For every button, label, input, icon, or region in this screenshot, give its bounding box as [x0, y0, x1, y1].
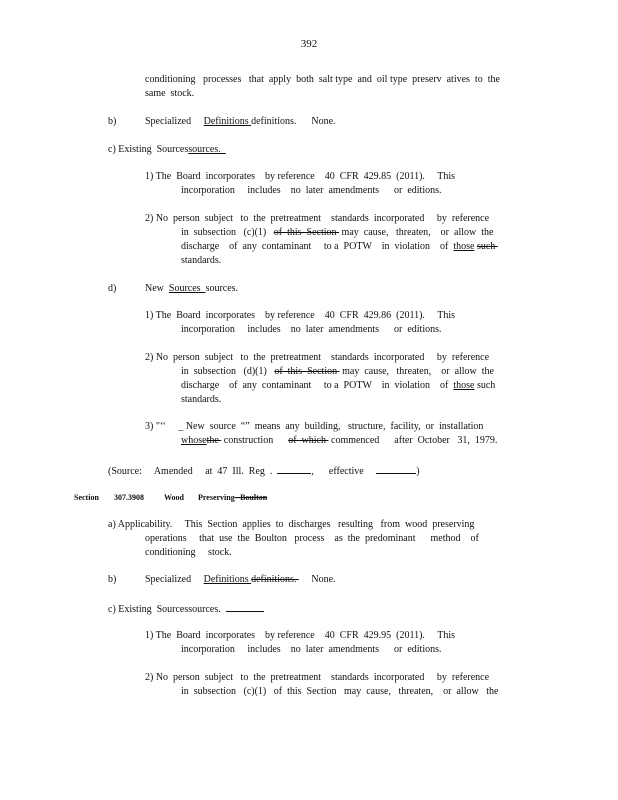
d1-line-2: incorporation includes no later amendments or editions.	[181, 324, 442, 335]
effective-date-blank	[376, 464, 416, 474]
d2-line-1: 2) No person subject to the pretreatment standards incorporated by reference	[145, 352, 490, 363]
item-c2-rule	[226, 602, 264, 612]
c2-line-2-a: in subsection (c)(1)	[181, 227, 274, 238]
item-c-underlined: sources.	[188, 144, 226, 155]
item-c2-heading	[108, 602, 264, 616]
d3-line-1: 3) "‘‘ _ New source “” means any building, structure, facility, or installation	[145, 421, 484, 432]
d2-line-2-b: may cause, threaten, or allow the	[339, 366, 494, 377]
applicability-line-2: operations that use the Boulton process as the predominant method of	[145, 533, 479, 544]
definitions-underlined: Definitions	[203, 116, 252, 127]
d3-line-2	[181, 435, 497, 447]
c2b-2-line-1: 2) No person subject to the pretreatment standards incorporated by reference	[145, 672, 490, 683]
item-d-prefix: New	[145, 283, 169, 294]
intro-line-2: same stock.	[145, 88, 195, 99]
struck-definitions: definitions.	[251, 574, 299, 585]
applicability-line-3: conditioning stock.	[145, 547, 232, 558]
source-note-c: )	[416, 466, 420, 477]
source-note-a: (Source: Amended at 47 Ill. Reg .	[108, 466, 278, 477]
item-b2-label: b)	[108, 574, 117, 585]
struck-such: such	[476, 241, 498, 252]
c1-line-1: 1) The Board incorporates by reference 40 CFR 429.85 (2011). This	[145, 171, 456, 182]
d2-line-4: standards.	[181, 394, 222, 405]
section-number: 307.3908	[114, 493, 144, 502]
source-note-b: , effective	[311, 466, 377, 477]
register-blank	[277, 464, 311, 474]
item-d-underlined: Sources	[168, 283, 206, 294]
c1-line-2: incorporation includes no later amendments or editions.	[181, 185, 442, 196]
d2-line-2-a: in subsection (d)(1)	[181, 366, 275, 377]
c2b-2-line-2: in subsection (c)(1) of this Section may cause, threaten, or allow the	[181, 686, 499, 697]
struck-of-this-section: of this Section	[273, 227, 340, 238]
underlined-those: those	[453, 380, 475, 391]
c2-line-4: standards.	[181, 255, 222, 266]
item-b2-none: None.	[311, 574, 336, 585]
item-b-none: None.	[311, 116, 336, 127]
section-title-wood: Wood	[164, 493, 185, 502]
section-title-preserving: Preserving	[198, 493, 235, 502]
c2-line-3-a: discharge of any contaminant to a POTW in violation of	[181, 241, 454, 252]
applicability-line-1: a) Applicability. This Section applies to discharges resulting from wood preserving	[108, 519, 475, 530]
c2-line-1: 2) No person subject to the pretreatment standards incorporated by reference	[145, 213, 490, 224]
d1-line-1: 1) The Board incorporates by reference 40 CFR 429.86 (2011). This	[145, 310, 456, 321]
item-c-prefix: c) Existing Sources	[108, 144, 189, 155]
struck-of-which: of which	[288, 435, 329, 446]
d3-line-2-a: construction	[221, 435, 289, 446]
struck-the: the	[206, 435, 222, 446]
intro-line-1: conditioning processes that apply both salt type and oil type preserv atives to the	[145, 74, 500, 85]
c2-line-3	[181, 241, 498, 253]
item-d-heading	[145, 283, 238, 295]
struck-of-this-section: of this Section	[274, 366, 340, 377]
c2-line-2-b: may cause, threaten, or allow the	[339, 227, 494, 238]
page-number: 392	[300, 38, 318, 50]
item-b2-text	[145, 574, 336, 586]
c2b-1-line-1: 1) The Board incorporates by reference 40 CFR 429.95 (2011). This	[145, 630, 456, 641]
source-note	[108, 464, 420, 478]
d2-line-2	[181, 366, 494, 378]
d3-line-2-b: commenced after October 31, 1979.	[328, 435, 498, 446]
section-label: Section	[74, 493, 99, 502]
item-b-label: b)	[108, 116, 117, 127]
section-title	[198, 492, 267, 504]
d2-line-3	[181, 380, 495, 392]
underlined-those: those	[453, 241, 475, 252]
d2-line-3-b: such	[474, 380, 496, 391]
item-d-label: d)	[108, 283, 117, 294]
struck-boulton: --Boulton	[234, 493, 268, 502]
item-b-specialized: Specialized	[145, 116, 192, 127]
d2-line-3-a: discharge of any contaminant to a POTW in violation of	[181, 380, 454, 391]
item-c-heading	[108, 144, 226, 156]
item-b-text	[145, 116, 336, 128]
definitions-underlined: Definitions	[203, 574, 252, 585]
c2-line-2	[181, 227, 493, 239]
definitions-plain: definitions.	[251, 116, 297, 127]
item-d-suffix: sources.	[205, 283, 239, 294]
item-c2-prefix: c) Existing Sourcessources.	[108, 604, 226, 615]
item-b2-specialized: Specialized	[145, 574, 192, 585]
c2b-1-line-2: incorporation includes no later amendments or editions.	[181, 644, 442, 655]
underlined-whose: whose	[181, 435, 207, 446]
